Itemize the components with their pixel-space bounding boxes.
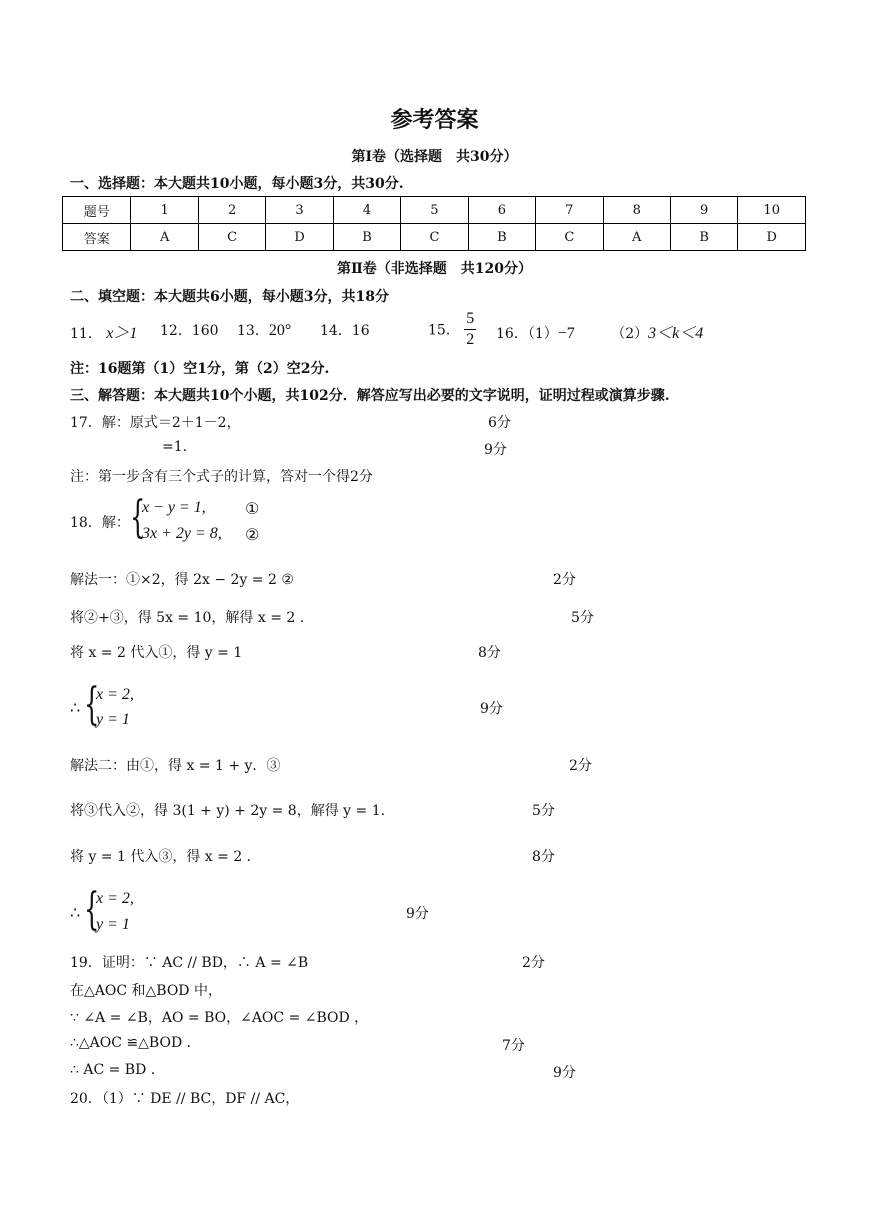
row-label-answer: 答案 bbox=[63, 224, 131, 251]
q18-m2-line1: 解法二：由①，得 x = 1 + y．③ bbox=[70, 758, 281, 774]
therefore-symbol: ∴ bbox=[70, 698, 81, 717]
table-cell: A bbox=[131, 224, 198, 251]
table-cell: C bbox=[198, 224, 265, 251]
q18-eq1-mark: ① bbox=[245, 499, 260, 518]
q18-m1-score4: 9分 bbox=[480, 701, 503, 717]
q19-line5: ∴ AC = BD . bbox=[70, 1062, 156, 1078]
table-cell: 9 bbox=[670, 197, 737, 224]
fill-q15 bbox=[428, 309, 476, 350]
table-row-numbers bbox=[63, 197, 806, 224]
left-brace-icon: { bbox=[84, 884, 100, 935]
table-cell: 3 bbox=[266, 197, 333, 224]
q19-score2: 7分 bbox=[502, 1038, 525, 1054]
table-cell: 2 bbox=[198, 197, 265, 224]
q19-line4: ∴△AOC ≌△BOD . bbox=[70, 1035, 192, 1051]
q18-m2-line3: 将 y = 1 代入③，得 x = 2 . bbox=[70, 849, 252, 865]
q18-m1-score2: 5分 bbox=[571, 610, 594, 626]
q18-m1-score3: 8分 bbox=[478, 645, 501, 661]
table-cell: 4 bbox=[333, 197, 400, 224]
table-cell: 8 bbox=[603, 197, 670, 224]
table-cell: B bbox=[670, 224, 737, 251]
q19-line1: 19．证明：∵ AC // BD，∴ A = ∠B bbox=[70, 955, 309, 971]
q14-label: 14． bbox=[320, 323, 352, 339]
q11-answer: x＞1 bbox=[106, 325, 138, 342]
q18-m1-sol-y: y = 1 bbox=[96, 711, 130, 728]
table-cell: B bbox=[333, 224, 400, 251]
q18-m2-score4: 9分 bbox=[406, 906, 429, 922]
q12-answer: 160 bbox=[191, 323, 219, 339]
q16-part2: 3＜k＜4 bbox=[648, 325, 704, 342]
left-brace-icon: { bbox=[84, 679, 100, 730]
q18-m2-score3: 8分 bbox=[532, 849, 555, 865]
q16-part1: −7 bbox=[557, 325, 575, 342]
fill-q16 bbox=[496, 320, 703, 343]
q12-label: 12． bbox=[160, 323, 192, 339]
q15-fraction bbox=[464, 309, 476, 350]
fill-q14 bbox=[320, 320, 370, 340]
section1-heading: 一、选择题：本大题共10小题，每小题3分，共30分. bbox=[70, 176, 404, 192]
q18-eq1: x − y = 1, bbox=[142, 499, 206, 516]
q17-score1: 6分 bbox=[488, 415, 511, 431]
table-cell: D bbox=[266, 224, 333, 251]
note-q16: 注：16题第（1）空1分，第（2）空2分. bbox=[70, 361, 330, 377]
fill-q11 bbox=[70, 320, 137, 343]
q19-score3: 9分 bbox=[553, 1065, 576, 1081]
table-row-answers bbox=[63, 224, 806, 251]
q18-eq2: 3x + 2y = 8, bbox=[142, 525, 222, 542]
q13-label: 13． bbox=[237, 323, 269, 339]
q16-label: 16．（1） bbox=[496, 326, 558, 342]
row-label-number: 题号 bbox=[63, 197, 131, 224]
q15-denominator: 2 bbox=[466, 331, 475, 348]
q11-label: 11． bbox=[70, 326, 102, 342]
section2-heading: 二、填空题：本大题共6小题，每小题3分，共18分 bbox=[70, 289, 389, 305]
q18-m1-line2: 将②+③，得 5x = 10，解得 x = 2 . bbox=[70, 610, 305, 626]
page-title: 参考答案 bbox=[390, 107, 479, 133]
q15-numerator: 5 bbox=[464, 309, 476, 330]
answer-table bbox=[62, 196, 806, 251]
part2-heading: 第Ⅱ卷（非选择题 共120分） bbox=[336, 261, 533, 277]
q19-score1: 2分 bbox=[522, 955, 545, 971]
q16-part2-label: （2） bbox=[611, 326, 649, 342]
therefore-symbol: ∴ bbox=[70, 903, 81, 922]
left-brace-icon: { bbox=[130, 492, 146, 543]
table-cell: 1 bbox=[131, 197, 198, 224]
q18-m2-sol-y: y = 1 bbox=[96, 916, 130, 933]
q18-m1-line3: 将 x = 2 代入①，得 y = 1 bbox=[70, 645, 243, 661]
table-cell: 6 bbox=[468, 197, 535, 224]
q18-m1-sol-x: x = 2, bbox=[96, 686, 134, 703]
q13-answer: 20° bbox=[268, 322, 292, 339]
q19-line3: ∵ ∠A = ∠B，AO = BO，∠AOC = ∠BOD ， bbox=[70, 1010, 369, 1026]
table-cell: C bbox=[401, 224, 468, 251]
q18-m2-sol-x: x = 2, bbox=[96, 890, 134, 907]
q18-label: 18．解： bbox=[70, 515, 130, 531]
q20-line1: 20．（1）∵ DE // BC，DF // AC， bbox=[70, 1091, 300, 1107]
table-cell: B bbox=[468, 224, 535, 251]
q17-line1: 17．解：原式＝2＋1－2， bbox=[70, 415, 241, 431]
q14-answer: 16 bbox=[351, 323, 370, 339]
fill-q13 bbox=[237, 320, 291, 340]
part1-heading: 第Ⅰ卷（选择题 共30分） bbox=[351, 149, 518, 165]
q17-line2: =1. bbox=[162, 439, 188, 455]
q18-m1-score1: 2分 bbox=[553, 572, 576, 588]
q19-line2: 在△AOC 和△BOD 中， bbox=[70, 983, 222, 999]
q18-m2-score2: 5分 bbox=[532, 803, 555, 819]
fill-q12 bbox=[160, 320, 219, 340]
table-cell: C bbox=[536, 224, 603, 251]
table-cell: D bbox=[738, 224, 806, 251]
q17-note: 注：第一步含有三个式子的计算，答对一个得2分 bbox=[70, 469, 373, 485]
q18-eq2-mark: ② bbox=[245, 525, 260, 544]
table-cell: 7 bbox=[536, 197, 603, 224]
q18-m2-line2: 将③代入②，得 3(1 + y) + 2y = 8，解得 y = 1. bbox=[70, 803, 386, 819]
table-cell: 10 bbox=[738, 197, 806, 224]
q17-score2: 9分 bbox=[484, 442, 507, 458]
q15-label: 15． bbox=[428, 322, 460, 339]
table-cell: A bbox=[603, 224, 670, 251]
table-cell: 5 bbox=[401, 197, 468, 224]
q18-m1-line1: 解法一：①×2，得 2x − 2y = 2 ② bbox=[70, 572, 294, 588]
q18-m2-score1: 2分 bbox=[569, 758, 592, 774]
section3-heading: 三、解答题：本大题共10个小题，共102分．解答应写出必要的文字说明，证明过程或演算步骤. bbox=[70, 388, 670, 404]
